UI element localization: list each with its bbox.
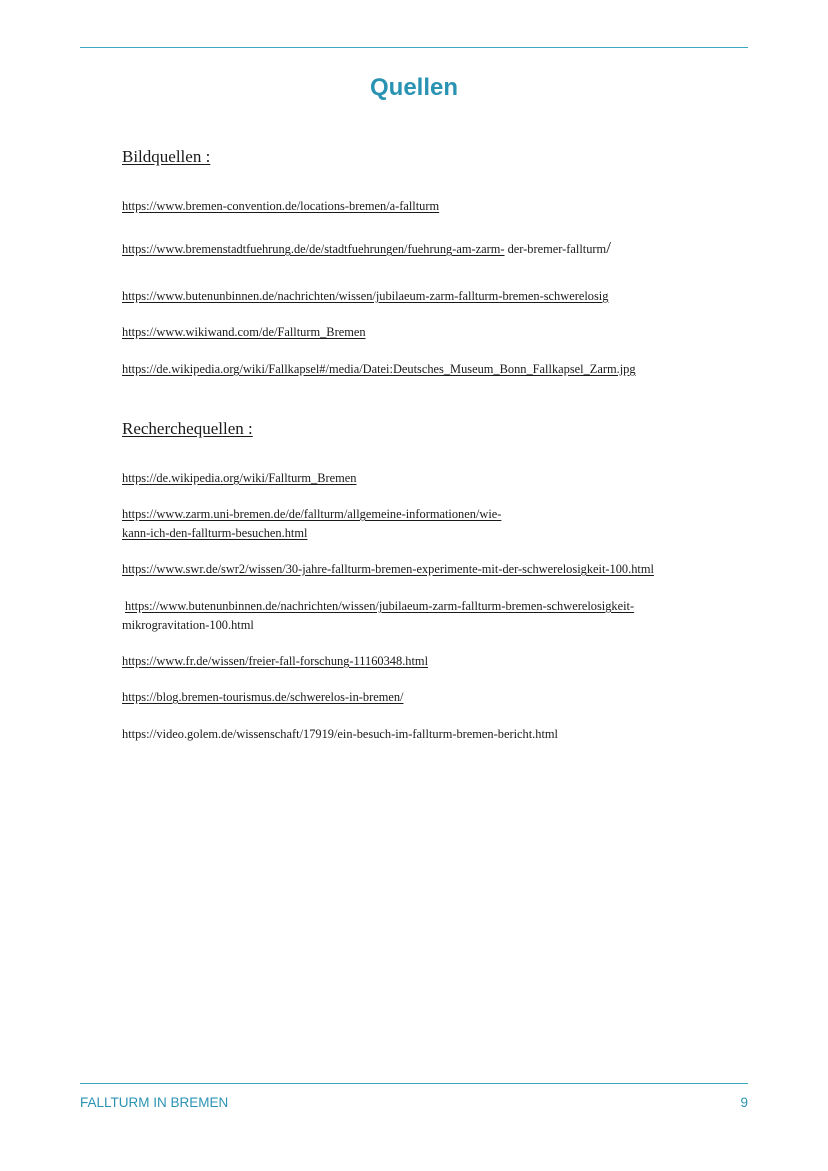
source-text: https://video.golem.de/wissenschaft/17919/ein-besuch-im-fallturm-bremen-bericht.html bbox=[122, 727, 558, 741]
source-link[interactable]: https://www.zarm.uni-bremen.de/de/fallturm/allgemeine-informationen/wie- kann-ich-den-fallturm-besuchen.html bbox=[122, 507, 502, 540]
source-link[interactable]: https://www.bremenstadtfuehrung.de/de/stadtfuehrungen/fuehrung-am-zarm- der-bremer-fallturm/ bbox=[122, 238, 611, 257]
source-link[interactable]: https://de.wikipedia.org/wiki/Fallkapsel#/media/Datei:Deutsches_Museum_Bonn_Fallkapsel_Zarm.jpg bbox=[122, 362, 636, 376]
source-link[interactable]: https://www.fr.de/wissen/freier-fall-forschung-11160348.html bbox=[122, 654, 429, 668]
footer-title: FALLTURM IN BREMEN bbox=[80, 1095, 229, 1110]
section-heading-recherchequellen: Recherchequellen : bbox=[122, 419, 253, 438]
page-number: 9 bbox=[740, 1095, 748, 1110]
page-title: Quellen bbox=[369, 74, 459, 101]
source-link[interactable]: https://www.swr.de/swr2/wissen/30-jahre-fallturm-bremen-experimente-mit-der-schwerelosigkeit-100.html bbox=[122, 562, 654, 576]
source-link[interactable]: https://www.butenunbinnen.de/nachrichten/wissen/jubilaeum-zarm-fallturm-bremen-schwerelosig bbox=[122, 289, 609, 303]
footer-rule bbox=[80, 1083, 748, 1084]
source-link[interactable]: https://www.butenunbinnen.de/nachrichten/wissen/jubilaeum-zarm-fallturm-bremen-schwerelosigkeit- mikrogravitation-100.html bbox=[122, 599, 635, 632]
header-rule bbox=[80, 47, 748, 48]
source-link[interactable]: https://blog.bremen-tourismus.de/schwerelos-in-bremen/ bbox=[122, 690, 404, 704]
source-link[interactable]: https://www.wikiwand.com/de/Fallturm_Bremen bbox=[122, 325, 366, 339]
section-heading-bildquellen: Bildquellen : bbox=[122, 147, 211, 166]
source-link[interactable]: https://www.bremen-convention.de/locations-bremen/a-fallturm bbox=[122, 199, 440, 213]
source-link[interactable]: https://de.wikipedia.org/wiki/Fallturm_Bremen bbox=[122, 471, 357, 485]
